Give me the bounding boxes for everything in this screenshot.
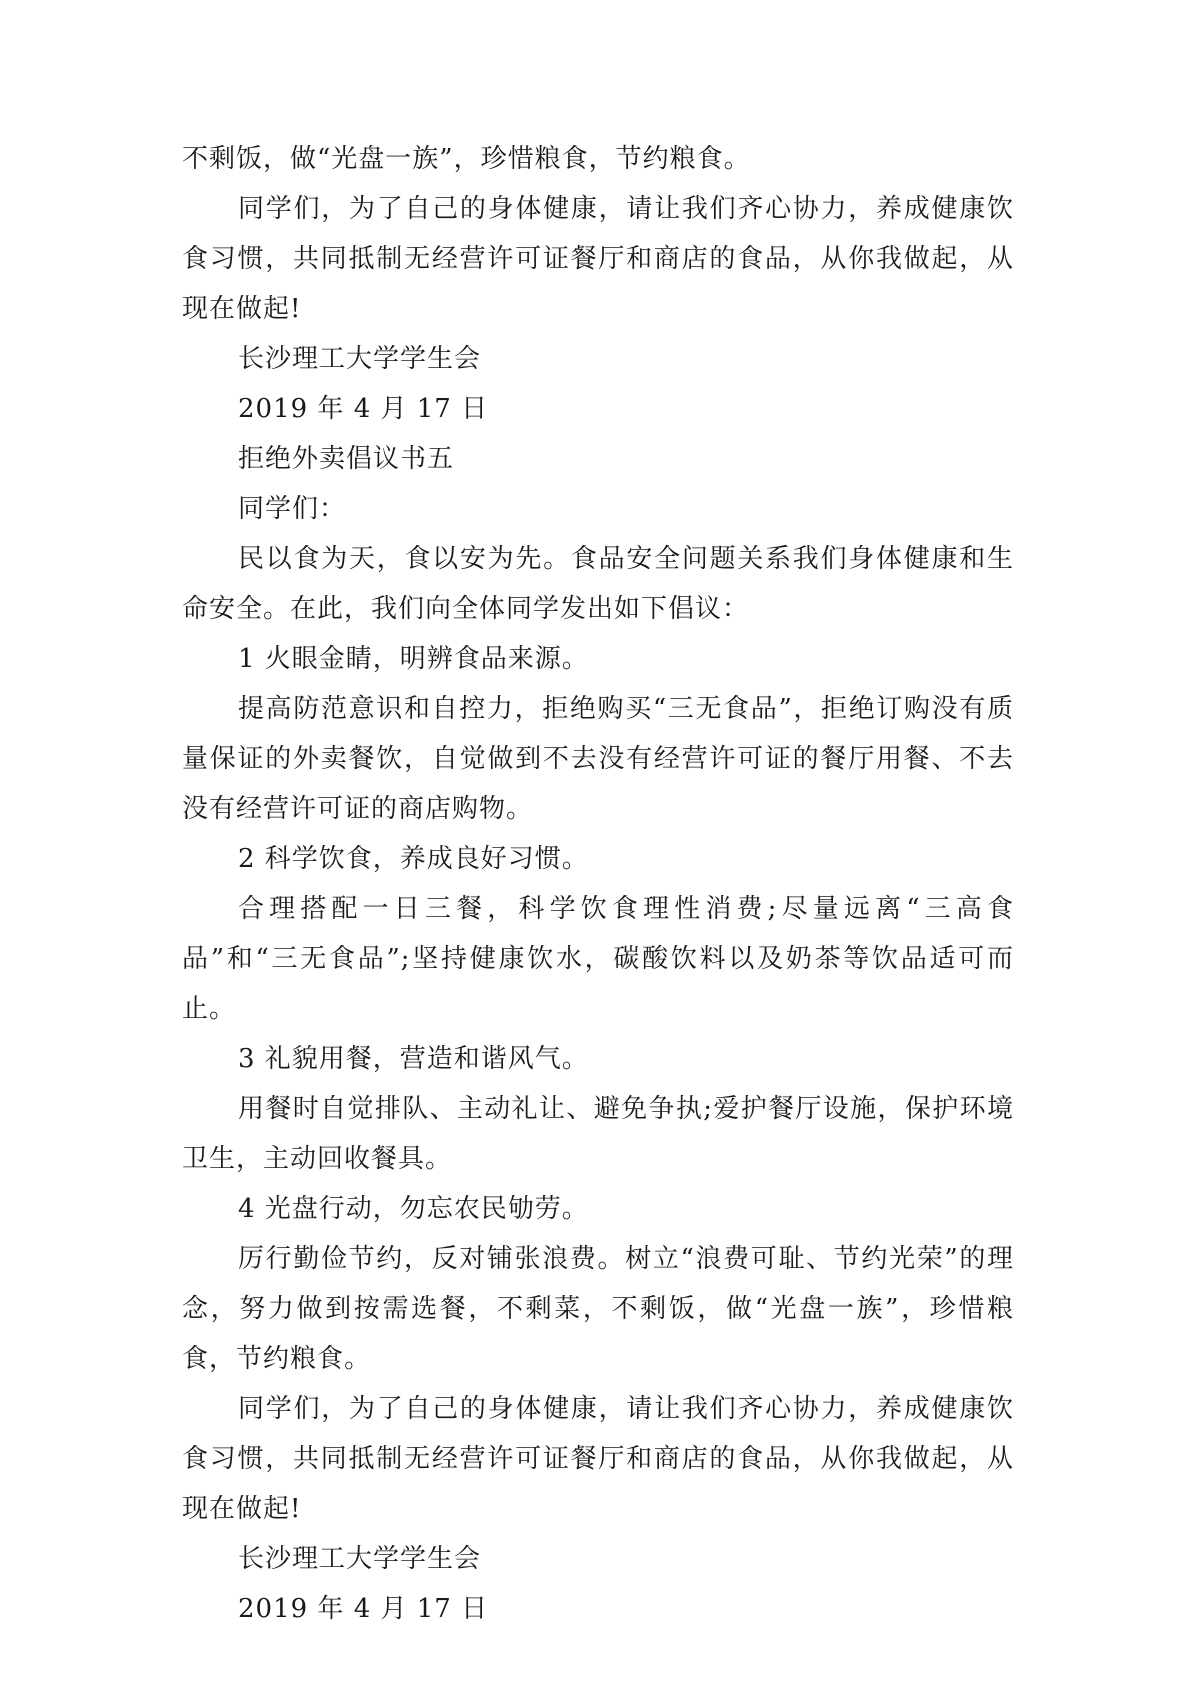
paragraph-continuation: 不剩饭，做“光盘一族”，珍惜粮食，节约粮食。 <box>182 144 751 174</box>
paragraph-closing-appeal: 同学们，为了自己的身体健康，请让我们齐心协力，养成健康饮食习惯，共同抵制无经营许可证餐厅和商店的食品，从你我做起，从现在做起! <box>182 194 1014 324</box>
signature-date: 2019 年 4 月 17 日 <box>238 394 489 424</box>
signature-organization-2: 长沙理工大学学生会 <box>238 1544 482 1574</box>
point-3-heading: 3 礼貌用餐，营造和谐风气。 <box>238 1044 589 1074</box>
point-4-body: 厉行勤俭节约，反对铺张浪费。树立“浪费可耻、节约光荣”的理念，努力做到按需选餐，不剩菜，不剩饭，做“光盘一族”，珍惜粮食，节约粮食。 <box>182 1244 1014 1374</box>
point-2-heading: 2 科学饮食，养成良好习惯。 <box>238 844 589 874</box>
point-4-heading: 4 光盘行动，勿忘农民劬劳。 <box>238 1194 589 1224</box>
signature-date-2: 2019 年 4 月 17 日 <box>238 1594 489 1624</box>
section-title: 拒绝外卖倡议书五 <box>238 444 455 474</box>
document-page <box>182 134 1014 1634</box>
point-2-body: 合理搭配一日三餐，科学饮食理性消费;尽量远离“三高食品”和“三无食品”;坚持健康饮水，碳酸饮料以及奶茶等饮品适可而止。 <box>182 894 1014 1024</box>
paragraph-intro: 民以食为天，食以安为先。食品安全问题关系我们身体健康和生命安全。在此，我们向全体同学发出如下倡议： <box>182 544 1014 624</box>
signature-organization: 长沙理工大学学生会 <box>238 344 482 374</box>
point-1-heading: 1 火眼金睛，明辨食品来源。 <box>238 644 589 674</box>
point-3-body: 用餐时自觉排队、主动礼让、避免争执;爱护餐厅设施，保护环境卫生，主动回收餐具。 <box>182 1094 1014 1174</box>
paragraph-closing-appeal-2: 同学们，为了自己的身体健康，请让我们齐心协力，养成健康饮食习惯，共同抵制无经营许可证餐厅和商店的食品，从你我做起，从现在做起! <box>182 1394 1014 1524</box>
point-1-body: 提高防范意识和自控力，拒绝购买“三无食品”，拒绝订购没有质量保证的外卖餐饮，自觉做到不去没有经营许可证的餐厅用餐、不去没有经营许可证的商店购物。 <box>182 694 1014 824</box>
salutation: 同学们： <box>238 494 347 524</box>
